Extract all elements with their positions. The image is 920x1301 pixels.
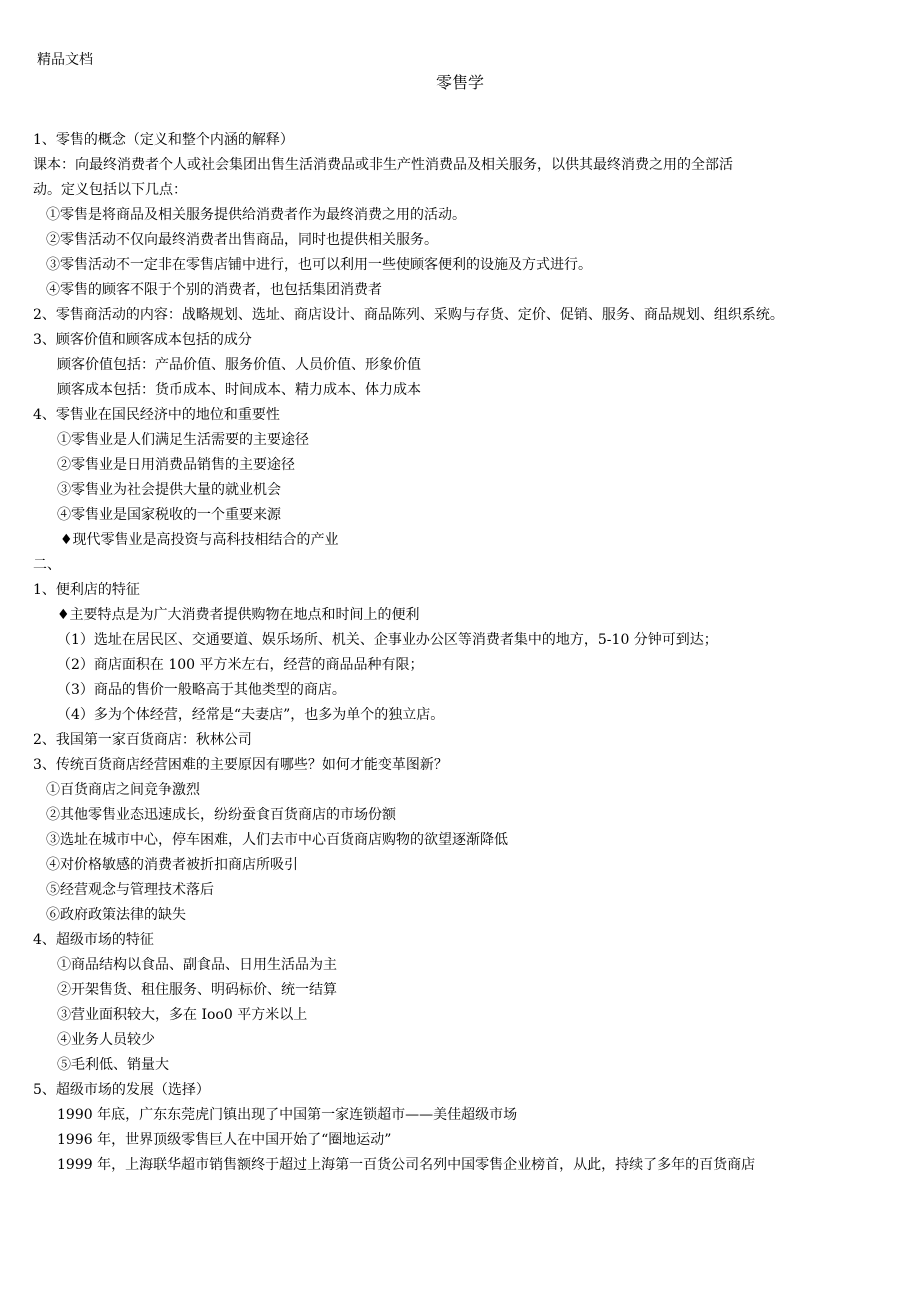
section-heading-5: 5、超级市场的发展（选择） bbox=[33, 1082, 210, 1098]
list-item: ③营业面积较大，多在 Ioo0 平方米以上 bbox=[57, 1007, 308, 1023]
list-item: （2）商店面积在 100 平方米左右，经营的商品品种有限； bbox=[57, 657, 424, 673]
section-heading-3: 3、传统百货商店经营困难的主要原因有哪些？如何才能变革图新？ bbox=[33, 757, 448, 773]
list-item: ⑤经营观念与管理技术落后 bbox=[46, 882, 214, 898]
list-item: ④业务人员较少 bbox=[57, 1032, 155, 1048]
list-item: （4）多为个体经营，经常是“夫妻店”，也多为单个的独立店。 bbox=[57, 707, 445, 723]
list-item: ⑤毛利低、销量大 bbox=[57, 1057, 169, 1073]
list-item: ①零售业是人们满足生活需要的主要途径 bbox=[57, 432, 309, 448]
document-header-label: 精品文档 bbox=[37, 52, 93, 68]
section-heading-2: 2、我国第一家百货商店：秋林公司 bbox=[33, 732, 252, 748]
section-heading-4: 4、超级市场的特征 bbox=[33, 932, 154, 948]
list-item: ④零售的顾客不限于个别的消费者，也包括集团消费者 bbox=[46, 282, 382, 298]
document-body bbox=[33, 128, 903, 1178]
list-item: 顾客价值包括：产品价值、服务价值、人员价值、形象价值 bbox=[57, 357, 421, 373]
timeline-item: 1996 年，世界顶级零售巨人在中国开始了“圈地运动” bbox=[57, 1132, 392, 1148]
list-item: ③选址在城市中心，停车困难，人们去市中心百货商店购物的欲望逐渐降低 bbox=[46, 832, 508, 848]
paragraph-line: 动。定义包括以下几点： bbox=[33, 182, 187, 198]
list-item: ③零售活动不一定非在零售店铺中进行，也可以利用一些使顾客便利的设施及方式进行。 bbox=[46, 257, 592, 273]
timeline-item: 1999 年，上海联华超市销售额终于超过上海第一百货公司名列中国零售企业榜首，从此，持续了多年的百货商店 bbox=[57, 1157, 756, 1173]
paragraph-line: 课本：向最终消费者个人或社会集团出售生活消费品或非生产性消费品及相关服务，以供其最终消费之用的全部活 bbox=[33, 157, 733, 173]
list-item: ②零售业是日用消费品销售的主要途径 bbox=[57, 457, 295, 473]
list-item: ②其他零售业态迅速成长，纷纷蚕食百货商店的市场份额 bbox=[46, 807, 396, 823]
section-heading-1: 1、便利店的特征 bbox=[33, 582, 140, 598]
list-item: ④对价格敏感的消费者被折扣商店所吸引 bbox=[46, 857, 298, 873]
list-item: ①百货商店之间竞争激烈 bbox=[46, 782, 200, 798]
list-item: ♦主要特点是为广大消费者提供购物在地点和时间上的便利 bbox=[57, 607, 420, 623]
list-item: 顾客成本包括：货币成本、时间成本、精力成本、体力成本 bbox=[57, 382, 421, 398]
section-heading-4: 4、零售业在国民经济中的地位和重要性 bbox=[33, 407, 280, 423]
timeline-item: 1990 年底，广东东莞虎门镇出现了中国第一家连锁超市——美佳超级市场 bbox=[57, 1107, 518, 1123]
list-item: （1）选址在居民区、交通要道、娱乐场所、机关、企事业办公区等消费者集中的地方，5-10 分钟可到达； bbox=[57, 632, 718, 648]
section-heading-3: 3、顾客价值和顾客成本包括的成分 bbox=[33, 332, 252, 348]
list-item: ③零售业为社会提供大量的就业机会 bbox=[57, 482, 281, 498]
document-title: 零售学 bbox=[435, 73, 484, 92]
list-item: ①商品结构以食品、副食品、日用生活品为主 bbox=[57, 957, 337, 973]
section-heading-2: 2、零售商活动的内容：战略规划、选址、商店设计、商品陈列、采购与存货、定价、促销、服务、商品规划、组织系统。 bbox=[33, 307, 784, 323]
list-item: （3）商品的售价一般略高于其他类型的商店。 bbox=[57, 682, 346, 698]
list-item: ④零售业是国家税收的一个重要来源 bbox=[57, 507, 281, 523]
part-heading: 二、 bbox=[33, 557, 61, 573]
list-item: ②开架售货、租住服务、明码标价、统一结算 bbox=[57, 982, 337, 998]
list-item: ⑥政府政策法律的缺失 bbox=[46, 907, 186, 923]
list-item: ①零售是将商品及相关服务提供给消费者作为最终消费之用的活动。 bbox=[46, 207, 466, 223]
list-item: ②零售活动不仅向最终消费者出售商品，同时也提供相关服务。 bbox=[46, 232, 438, 248]
list-item: ♦现代零售业是高投资与高科技相结合的产业 bbox=[60, 532, 339, 548]
section-heading-1: 1、零售的概念（定义和整个内涵的解释） bbox=[33, 132, 294, 148]
